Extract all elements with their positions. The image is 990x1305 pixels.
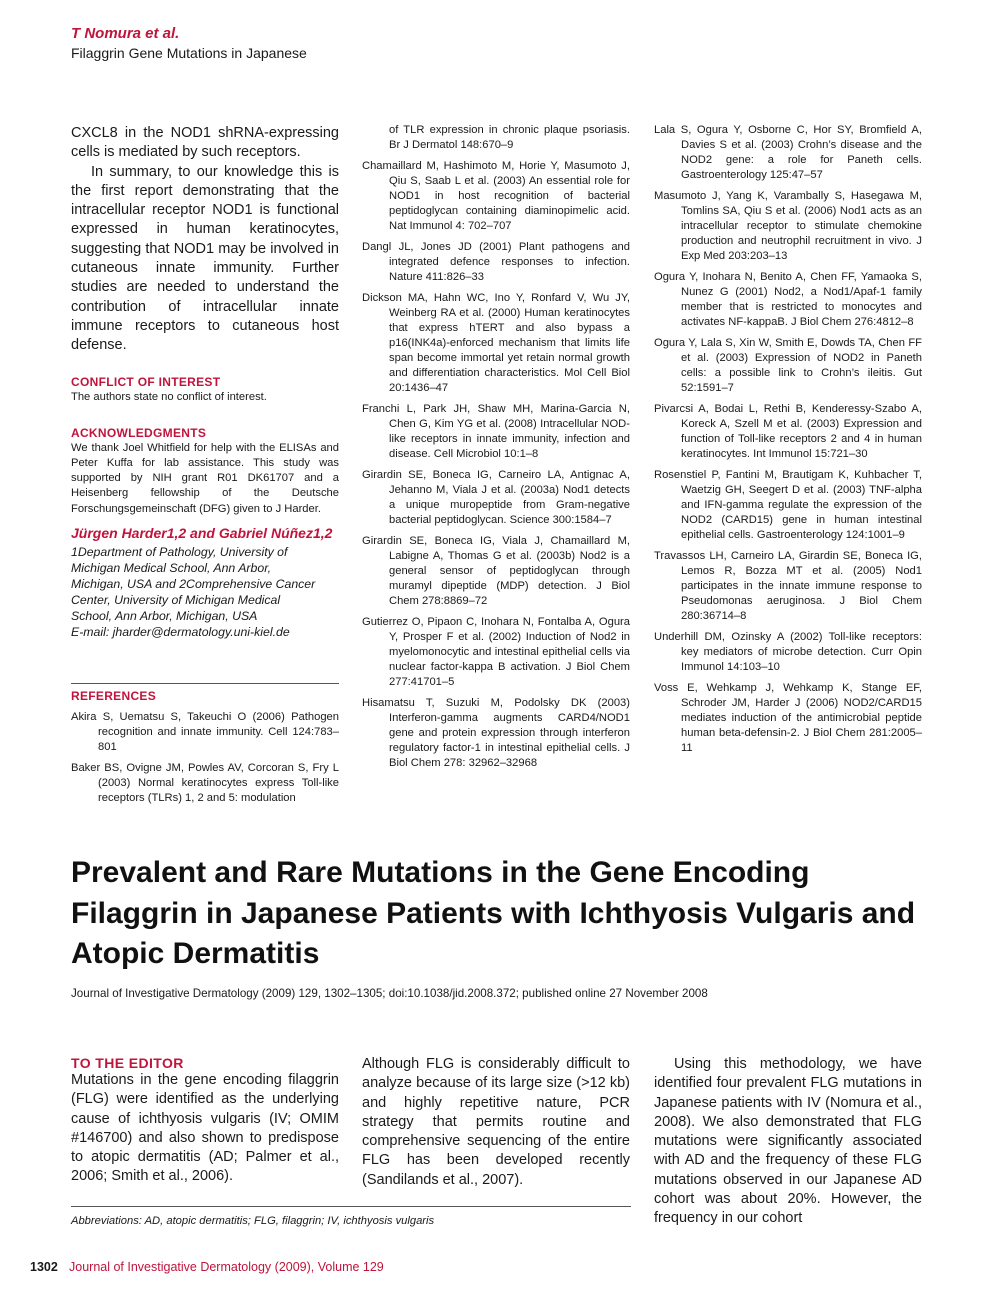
article-paragraph-2: Although FLG is considerably difficult to analyze because of its large size (>12 kb) and highly repetitive nature, PCR strategy that permits routine and comprehensive sequencing of the entire FLG has been developed recently (Sandilands et al., 2007). <box>362 1056 630 1188</box>
affiliation-line: Michigan, USA and 2Comprehensive Cancer <box>71 576 316 591</box>
to-the-editor-heading: TO THE EDITOR <box>71 1055 184 1071</box>
references-heading: REFERENCES <box>71 689 157 703</box>
article-paragraph-3: Using this methodology, we have identified four prevalent FLG mutations in Japanese patients with IV (Nomura et al., 2008). We also demonstrated that FLG mutations were significantly associated with AD and the frequency of these FLG mutations observed in our Japanese AD cohort was about 20%. However, the frequency in our cohort <box>654 1056 922 1227</box>
reference-item: Franchi L, Park JH, Shaw MH, Marina-Garcia N, Chen G, Kim YG et al. (2008) Intracellular NOD-like receptors in innate immunity, infection and disease. Cell Microbiol 10:1–8 <box>362 403 630 460</box>
reference-item: Masumoto J, Yang K, Varambally S, Hasegawa M, Tomlins SA, Qiu S et al. (2006) Nod1 acts as an intracellular receptor to stimulate chemokine production and neutrophil recruitment in vivo. J Exp Med 203:203–13 <box>654 190 922 262</box>
running-head-title: Filaggrin Gene Mutations in Japanese <box>71 45 307 61</box>
reference-item: Underhill DM, Ozinsky A (2002) Toll-like receptors: key mediators of microbe detection. Curr Opin Immunol 14:103–10 <box>654 631 922 673</box>
running-head-author: T Nomura et al. <box>71 25 180 42</box>
acknowledgments-heading: ACKNOWLEDGMENTS <box>71 425 207 440</box>
reference-item: Ogura Y, Inohara N, Benito A, Chen FF, Yamaoka S, Nunez G (2001) Nod2, a Nod1/Apaf-1 family member that is restricted to monocytes and activates NF-kappaB. J Biol Chem 276:4812–8 <box>654 271 922 328</box>
references-rule <box>71 683 339 684</box>
footnote-rule <box>71 1206 631 1207</box>
reference-item: Akira S, Uematsu S, Takeuchi O (2006) Pathogen recognition and innate immunity. Cell 124:783–801 <box>71 711 339 753</box>
closing-paragraph-1: CXCL8 in the NOD1 shRNA-expressing cells is mediated by such receptors. <box>71 125 339 161</box>
affiliation-line: Michigan Medical School, Ann Arbor, <box>71 560 272 575</box>
reference-continuation: of TLR expression in chronic plaque psoriasis. Br J Dermatol 148:670–9 <box>389 124 630 151</box>
article-citation: Journal of Investigative Dermatology (2009) 129, 1302–1305; doi:10.1038/jid.2008.372; published online 27 November 2008 <box>71 987 708 1000</box>
closing-paragraph-2: In summary, to our knowledge this is the first report demonstrating that the intracellular receptor NOD1 is functional expressed in human keratinocytes, suggesting that NOD1 may be involved in cutaneous innate immunity. Further studies are needed to understand the contribution of intracellular innate immune receptors to cutaneous host defense. <box>71 163 339 354</box>
references-column-1 <box>71 689 339 812</box>
acknowledgments-text: We thank Joel Whitfield for help with the ELISAs and Peter Kuffa for lab assistance. This study was supported by NIH grant R01 DK61707 and a Heisenberg fellowship of the Deutsche Forschungsgemeinschaft (DFG) given to J Harder. <box>71 441 339 515</box>
affiliation-email: E-mail: jharder@dermatology.uni-kiel.de <box>71 624 290 639</box>
author-signature: Jürgen Harder1,2 and Gabriel Núñez1,2 <box>71 524 333 541</box>
letter-column-1 <box>71 124 339 640</box>
reference-item: Dangl JL, Jones JD (2001) Plant pathogens and integrated defence responses to infection. Nature 411:826–33 <box>362 241 630 283</box>
reference-item: Travassos LH, Carneiro LA, Girardin SE, Boneca IG, Lemos R, Bozza MT et al. (2005) Nod1 participates in the innate immune response to Pseudomonas aeruginosa. J Biol Chem 280:36714–8 <box>654 550 922 622</box>
journal-footer: Journal of Investigative Dermatology (2009), Volume 129 <box>69 1260 384 1274</box>
reference-item: Chamaillard M, Hashimoto M, Horie Y, Masumoto J, Qiu S, Saab L et al. (2003) An essential role for NOD1 in host recognition of bacterial peptidoglycan containing diaminopimelic acid. Nat Immunol 4: 702–707 <box>362 160 630 232</box>
reference-item: Gutierrez O, Pipaon C, Inohara N, Fontalba A, Ogura Y, Prosper F et al. (2002) Induction of Nod2 in myelomonocytic and intestinal epithelial cells via nuclear factor-kappa B activation. J Biol Chem 277:41701–5 <box>362 616 630 688</box>
references-column-2 <box>362 123 630 777</box>
reference-item: Ogura Y, Lala S, Xin W, Smith E, Dowds TA, Chen FF et al. (2003) Expression of NOD2 in Paneth cells: a possible link to Crohn’s ileitis. Gut 52:1591–7 <box>654 337 922 394</box>
abbreviations-footnote: Abbreviations: AD, atopic dermatitis; FLG, filaggrin; IV, ichthyosis vulgaris <box>71 1215 435 1227</box>
reference-item: Girardin SE, Boneca IG, Viala J, Chamaillard M, Labigne A, Thomas G et al. (2003b) Nod2 is a general sensor of peptidoglycan through muramyl dipeptide (MDP) detection. J Biol Chem 278:8869–72 <box>362 535 630 607</box>
conflict-text: The authors state no conflict of interest. <box>71 390 267 403</box>
reference-item: Lala S, Ogura Y, Osborne C, Hor SY, Bromfield A, Davies S et al. (2003) Crohn’s disease and the NOD2 gene: a role for Paneth cells. Gastroenterology 125:47–57 <box>654 124 922 181</box>
reference-item: Pivarcsi A, Bodai L, Rethi B, Kenderessy-Szabo A, Koreck A, Szell M et al. (2003) Expression and function of Toll-like receptors 2 and 4 in human keratinocytes. Int Immunol 15:721–30 <box>654 403 922 460</box>
page-number: 1302 <box>30 1260 58 1274</box>
article-column-2 <box>362 1055 630 1190</box>
affiliation-block <box>71 544 339 640</box>
article-column-3 <box>654 1055 922 1229</box>
references-column-3 <box>654 123 922 762</box>
article-title: Prevalent and Rare Mutations in the Gene Encoding Filaggrin in Japanese Patients with Ichthyosis Vulgaris and Atopic Dermatitis <box>71 856 916 970</box>
reference-item: Hisamatsu T, Suzuki M, Podolsky DK (2003) Interferon-gamma augments CARD4/NOD1 gene and protein expression through interferon regulatory factor-1 in intestinal epithelial cells. J Biol Chem 278: 32962–32968 <box>362 697 630 769</box>
reference-item: Dickson MA, Hahn WC, Ino Y, Ronfard V, Wu JY, Weinberg RA et al. (2000) Human keratinocytes that express hTERT and also bypass a p16(INK4a)-enforced mechanism that limits life span become immortal yet retain normal growth and differentiation characteristics. Mol Cell Biol 20:1436–47 <box>362 292 630 394</box>
reference-item: Rosenstiel P, Fantini M, Brautigam K, Kuhbacher T, Waetzig GH, Seegert D et al. (2003) TNF-alpha and IFN-gamma regulate the expression of the NOD2 (CARD15) gene in human intestinal epithelial cells. Gastroenterology 124:1001–9 <box>654 469 922 541</box>
reference-item: Girardin SE, Boneca IG, Carneiro LA, Antignac A, Jehanno M, Viala J et al. (2003a) Nod1 detects a unique muropeptide from Gram-negative bacterial peptidoglycan. Science 300:1584–7 <box>362 469 630 526</box>
affiliation-line: 1Department of Pathology, University of <box>71 544 288 559</box>
article-paragraph-1: Mutations in the gene encoding filaggrin (FLG) were identified as the underlying cause of ichthyosis vulgaris (IV; OMIM #146700) and also shown to predispose to atopic dermatitis (AD; Palmer et al., 2006; Smith et al., 2006). <box>71 1072 339 1185</box>
conflict-heading: CONFLICT OF INTEREST <box>71 374 221 389</box>
article-column-1 <box>71 1055 339 1187</box>
affiliation-line: School, Ann Arbor, Michigan, USA <box>71 608 258 623</box>
reference-item: Voss E, Wehkamp J, Wehkamp K, Stange EF, Schroder JM, Harder J (2006) NOD2/CARD15 mediates induction of the antimicrobial peptide human beta-defensin-2. J Biol Chem 281:2005–11 <box>654 682 922 754</box>
affiliation-line: Center, University of Michigan Medical <box>71 592 281 607</box>
reference-item: Baker BS, Ovigne JM, Powles AV, Corcoran S, Fry L (2003) Normal keratinocytes express Toll-like receptors (TLRs) 1, 2 and 5: modulation <box>71 762 339 804</box>
